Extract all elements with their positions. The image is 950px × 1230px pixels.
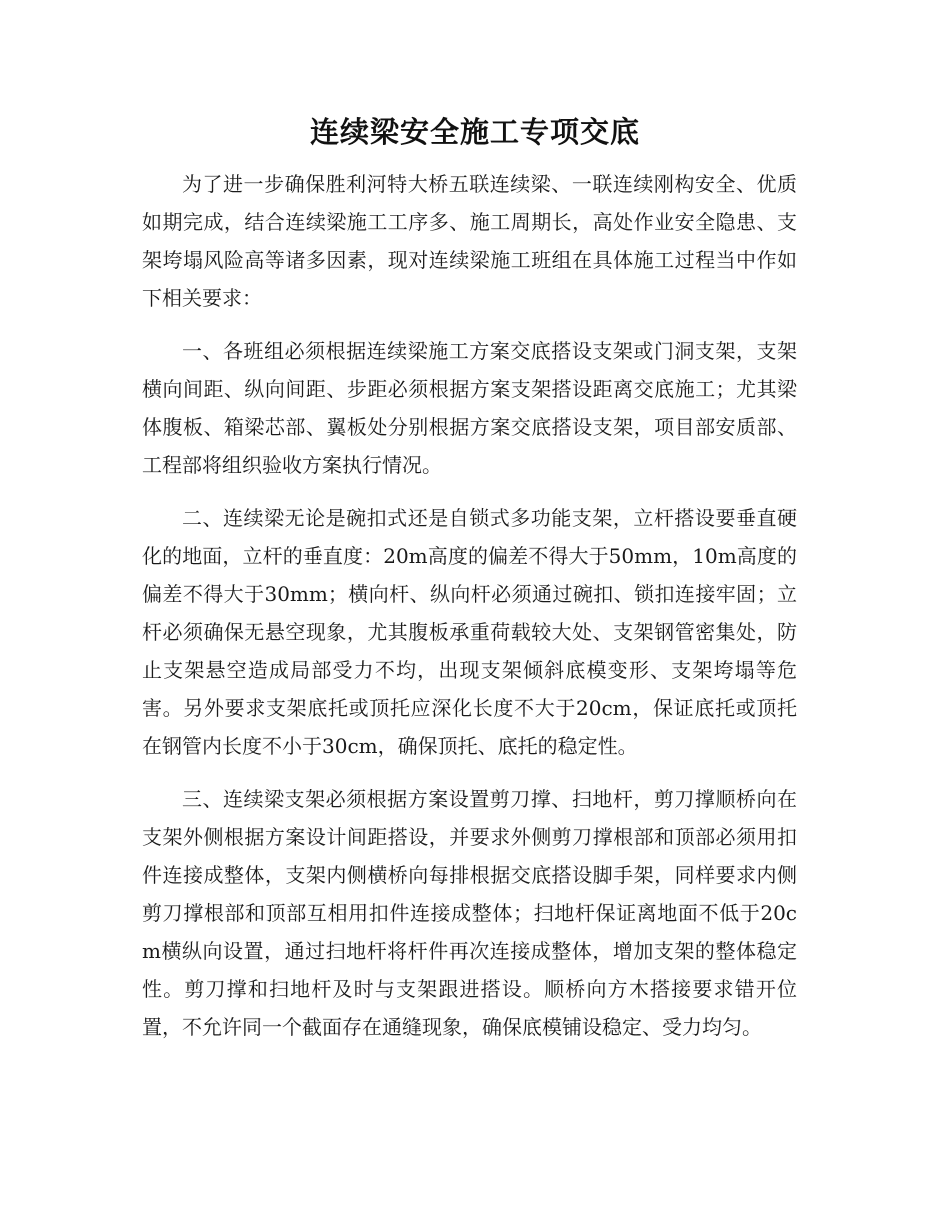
paragraph-section-1: 一、各班组必须根据连续梁施工方案交底搭设支架或门洞支架，支架横向间距、纵向间距、步距必须根据方案支架搭设距离交底施工；尤其梁体腹板、箱梁芯部、翼板处分别根据方案交底搭设支架，项目部安质部、工程部将组织验收方案执行情况。	[142, 339, 797, 477]
paragraph-section-2: 二、连续梁无论是碗扣式还是自锁式多功能支架，立杆搭设要垂直硬化的地面，立杆的垂直度：20m高度的偏差不得大于50mm，10m高度的偏差不得大于30mm；横向杆、纵向杆必须通过碗扣、锁扣连接牢固；立杆必须确保无悬空现象，尤其腹板承重荷载较大处、支架钢管密集处，防止支架悬空造成局部受力不均，出现支架倾斜底模变形、支架垮塌等危害。另外要求支架底托或顶托应深化长度不大于20cm，保证底托或顶托在钢管内长度不小于30cm，确保顶托、底托的稳定性。	[142, 506, 797, 758]
page-title: 连续梁安全施工专项交底	[309, 115, 640, 149]
paragraph-section-3: 三、连续梁支架必须根据方案设置剪刀撑、扫地杆，剪刀撑顺桥向在支架外侧根据方案设计间距搭设，并要求外侧剪刀撑根部和顶部必须用扣件连接成整体，支架内侧横桥向每排根据交底搭设脚手架，同样要求内侧剪刀撑根部和顶部互相用扣件连接成整体；扫地杆保证离地面不低于20cm横纵向设置，通过扫地杆将杆件再次连接成整体，增加支架的整体稳定性。剪刀撑和扫地杆及时与支架跟进搭设。顺桥向方木搭接要求错开位置，不允许同一个截面存在通缝现象，确保底模铺设稳定、受力均匀。	[142, 787, 797, 1039]
document-body	[142, 165, 797, 1061]
paragraph-intro: 为了进一步确保胜利河特大桥五联连续梁、一联连续刚构安全、优质如期完成，结合连续梁施工工序多、施工周期长，高处作业安全隐患、支架垮塌风险高等诸多因素，现对连续梁施工班组在具体施工过程当中作如下相关要求：	[142, 172, 797, 310]
